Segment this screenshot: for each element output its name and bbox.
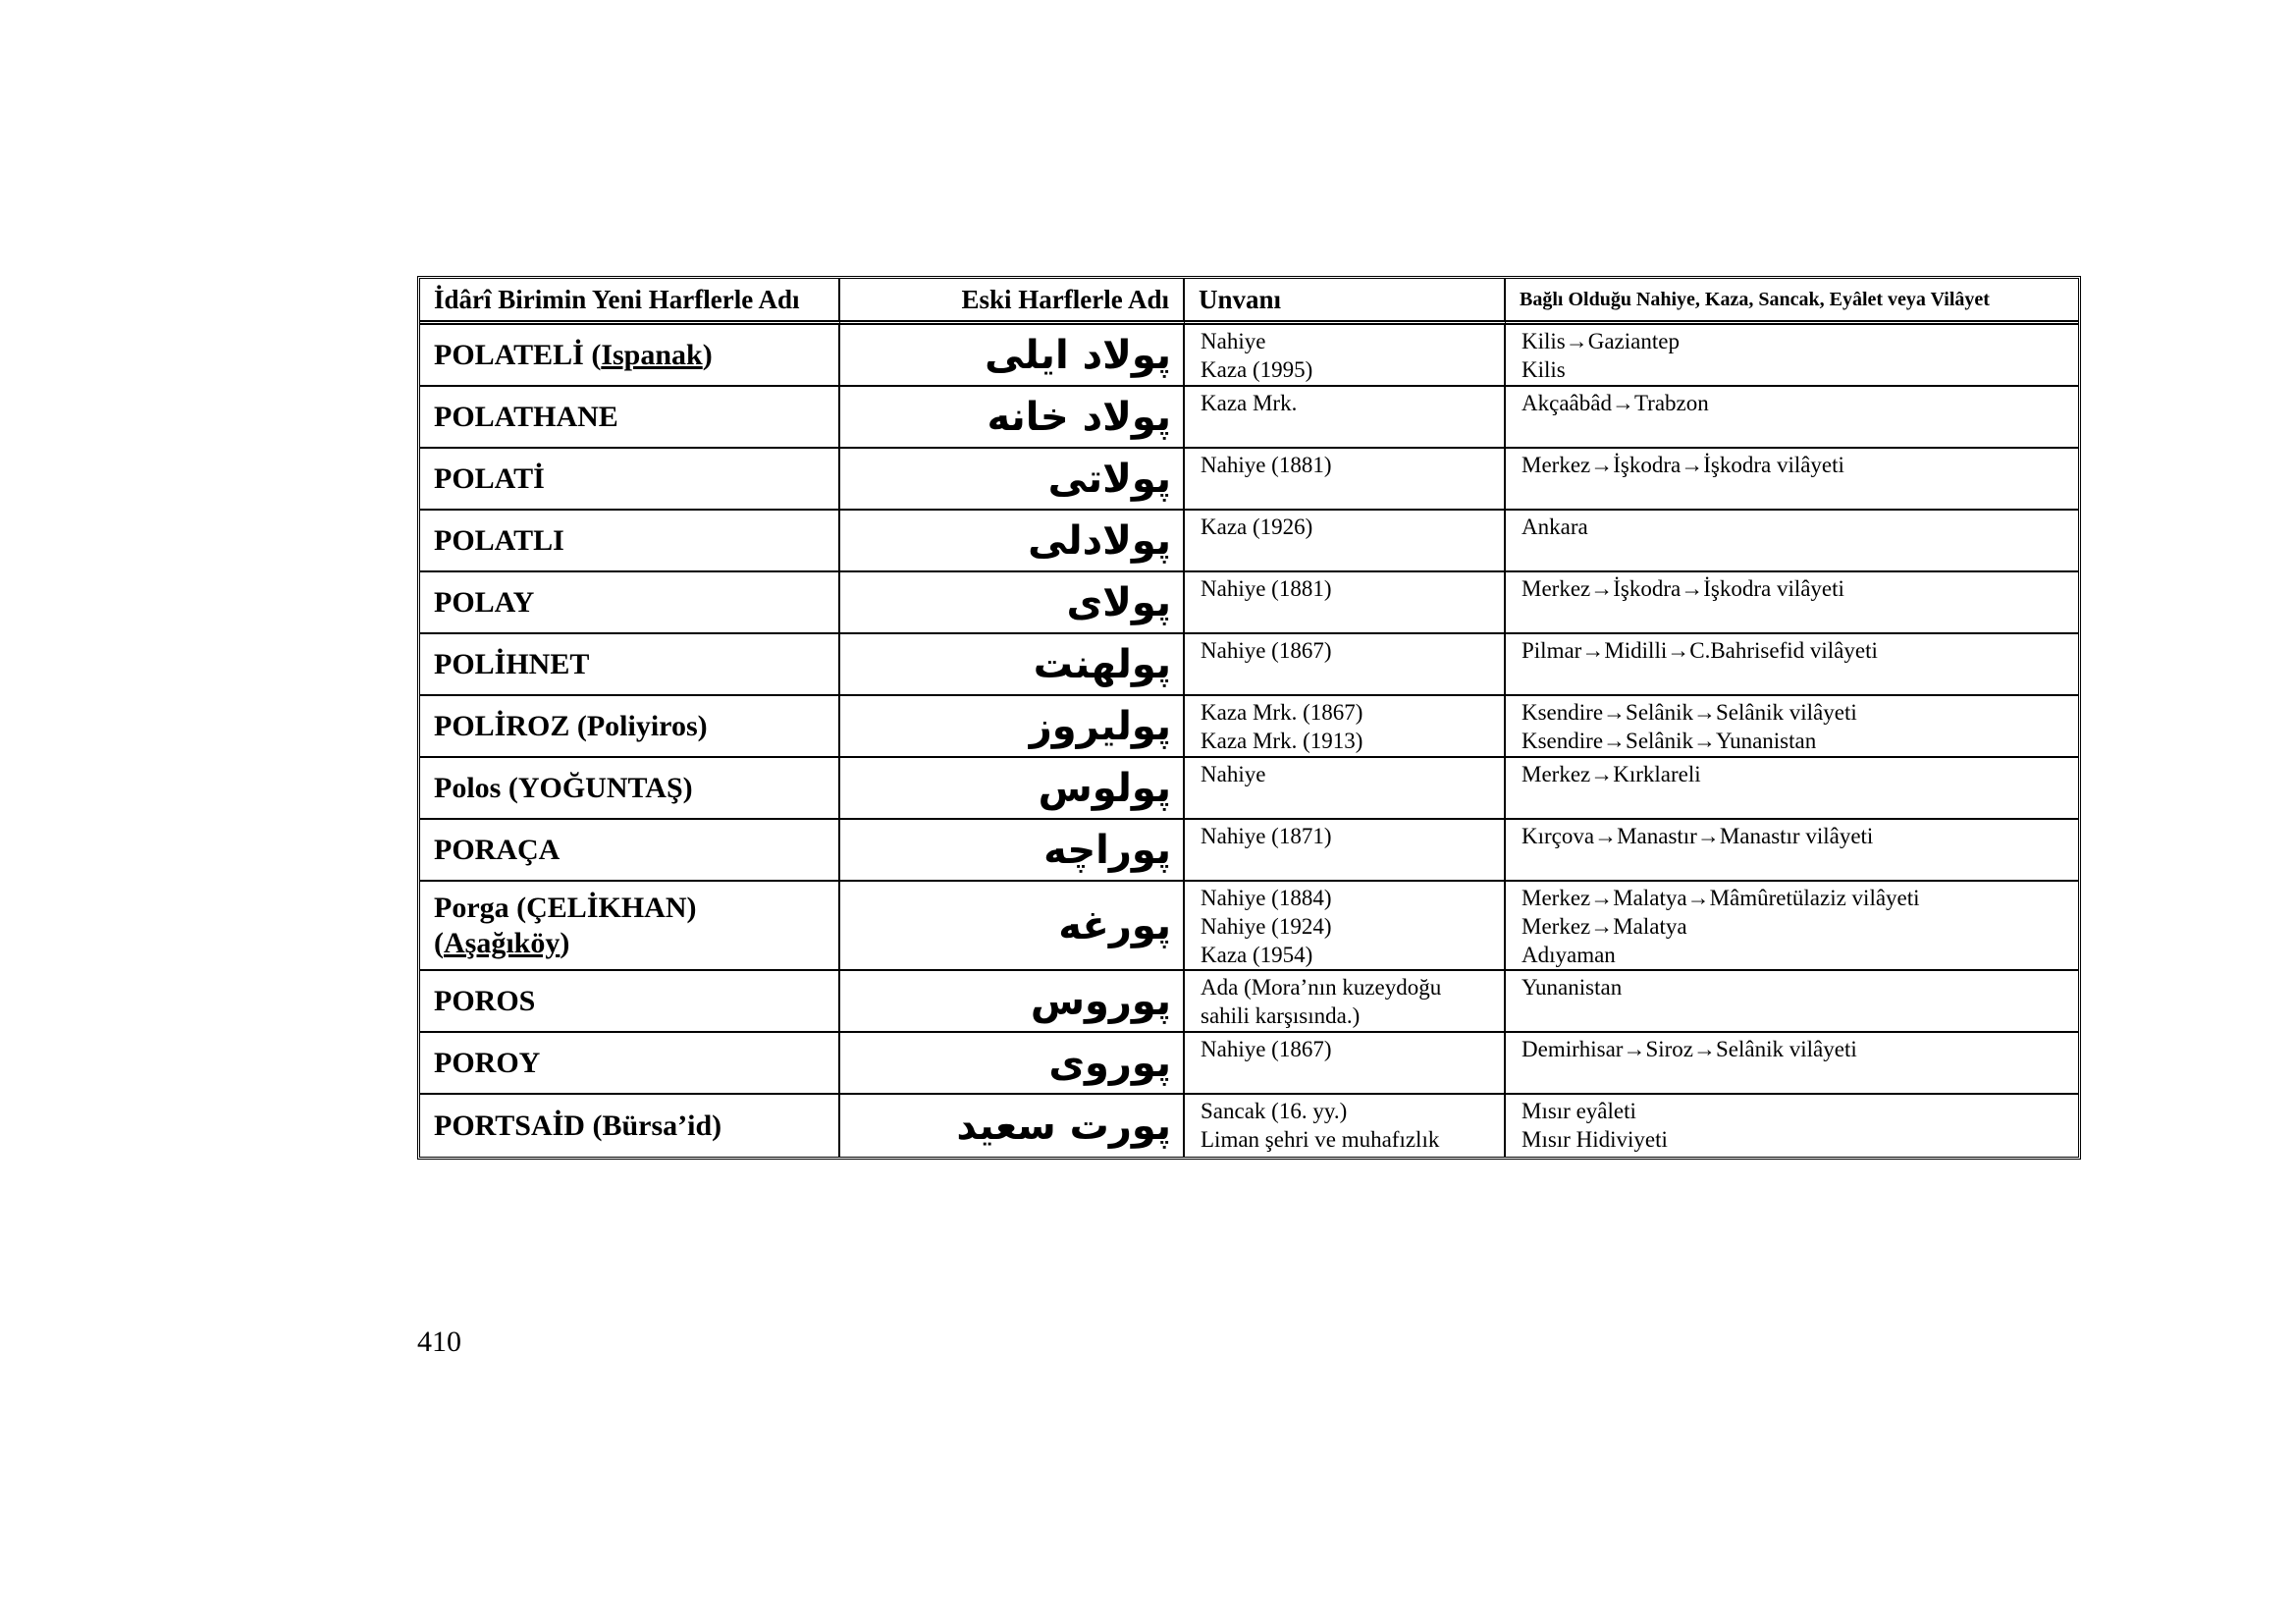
affiliation-line: Ankara xyxy=(1522,514,1588,539)
affiliation-line: Merkez→Malatya→Mâmûretülaziz vilâyeti xyxy=(1522,886,1920,910)
unit-name xyxy=(420,882,840,971)
header-title: Unvanı xyxy=(1185,279,1506,325)
title-line: Kaza Mrk. (1867) xyxy=(1201,700,1363,725)
unit-name: POLİROZ (Poliyiros) xyxy=(420,696,840,758)
unit-affiliation xyxy=(1506,1095,2078,1157)
table-row xyxy=(420,572,2078,634)
header-row xyxy=(420,279,2078,325)
title-line: Nahiye (1884) xyxy=(1201,886,1332,910)
affiliation-line: Kilis→Gaziantep xyxy=(1522,329,1680,353)
old-script-name: پوروی xyxy=(840,1033,1185,1095)
title-line: Kaza (1995) xyxy=(1201,357,1313,382)
title-line: Nahiye xyxy=(1201,329,1266,353)
title-line: Kaza (1954) xyxy=(1201,943,1313,967)
header-affiliation: Bağlı Olduğu Nahiye, Kaza, Sancak, Eyâlet veya Vilâyet xyxy=(1506,279,2078,325)
affiliation-line: Kilis xyxy=(1522,357,1566,382)
unit-affiliation xyxy=(1506,696,2078,758)
title-line: Nahiye (1881) xyxy=(1201,576,1332,601)
unit-title xyxy=(1185,511,1506,572)
unit-affiliation xyxy=(1506,387,2078,449)
table-row xyxy=(420,325,2078,387)
title-line: Kaza (1926) xyxy=(1201,514,1313,539)
table-row xyxy=(420,511,2078,572)
affiliation-line: Mısır eyâleti xyxy=(1522,1099,1636,1123)
title-line: Kaza Mrk. xyxy=(1201,391,1298,415)
gazetteer-table xyxy=(417,276,2081,1160)
unit-title xyxy=(1185,820,1506,882)
unit-affiliation xyxy=(1506,325,2078,387)
unit-title xyxy=(1185,1095,1506,1157)
table-row xyxy=(420,758,2078,820)
affiliation-line: Merkez→Kırklareli xyxy=(1522,762,1701,786)
title-line: Nahiye (1867) xyxy=(1201,638,1332,663)
unit-affiliation xyxy=(1506,971,2078,1033)
unit-name: Polos (YOĞUNTAŞ) xyxy=(420,758,840,820)
old-script-name: پوليروز xyxy=(840,696,1185,758)
unit-name-part: POLATELİ ( xyxy=(434,338,602,371)
affiliation-line: Kırçova→Manastır→Manastır vilâyeti xyxy=(1522,824,1874,848)
title-line: Nahiye xyxy=(1201,762,1266,786)
title-line: Nahiye (1924) xyxy=(1201,914,1332,939)
title-line: Kaza Mrk. (1913) xyxy=(1201,729,1363,753)
table-row xyxy=(420,971,2078,1033)
title-line: Nahiye (1881) xyxy=(1201,453,1332,477)
old-script-name: پولهنت xyxy=(840,634,1185,696)
table-row xyxy=(420,1033,2078,1095)
title-line: sahili karşısında.) xyxy=(1201,1003,1361,1028)
unit-alt-name: Aşağıköy xyxy=(444,926,561,959)
header-new-name: İdârî Birimin Yeni Harflerle Adı xyxy=(420,279,840,325)
old-script-name: پوروس xyxy=(840,971,1185,1033)
unit-name: PORTSAİD (Bürsa’id) xyxy=(420,1095,840,1157)
old-script-name: پولادلی xyxy=(840,511,1185,572)
unit-title xyxy=(1185,449,1506,511)
unit-affiliation xyxy=(1506,449,2078,511)
affiliation-line: Ksendire→Selânik→Selânik vilâyeti xyxy=(1522,700,1857,725)
unit-title xyxy=(1185,387,1506,449)
unit-name: POLATLI xyxy=(420,511,840,572)
old-script-name: پوراچه xyxy=(840,820,1185,882)
unit-name: POLATİ xyxy=(420,449,840,511)
table-row xyxy=(420,449,2078,511)
unit-title xyxy=(1185,758,1506,820)
unit-title xyxy=(1185,882,1506,971)
affiliation-line: Merkez→İşkodra→İşkodra vilâyeti xyxy=(1522,576,1844,601)
unit-name-part: Porga (ÇELİKHAN) xyxy=(434,891,697,924)
unit-name-part: ( xyxy=(434,926,444,959)
affiliation-line: Yunanistan xyxy=(1522,975,1623,1000)
unit-affiliation xyxy=(1506,634,2078,696)
table-body xyxy=(420,325,2078,1157)
affiliation-line: Ksendire→Selânik→Yunanistan xyxy=(1522,729,1817,753)
unit-affiliation xyxy=(1506,1033,2078,1095)
unit-name-part: ) xyxy=(560,926,570,959)
unit-title xyxy=(1185,696,1506,758)
unit-title xyxy=(1185,971,1506,1033)
table-row xyxy=(420,634,2078,696)
old-script-name: پولوس xyxy=(840,758,1185,820)
unit-title xyxy=(1185,325,1506,387)
affiliation-line: Merkez→Malatya xyxy=(1522,914,1687,939)
old-script-name: پولاد ایلی xyxy=(840,325,1185,387)
title-line: Ada (Mora’nın kuzeydoğu xyxy=(1201,975,1442,1000)
unit-affiliation xyxy=(1506,511,2078,572)
old-script-name: پولاتی xyxy=(840,449,1185,511)
table-row xyxy=(420,820,2078,882)
affiliation-line: Demirhisar→Siroz→Selânik vilâyeti xyxy=(1522,1037,1857,1061)
affiliation-line: Pilmar→Midilli→C.Bahrisefid vilâyeti xyxy=(1522,638,1878,663)
unit-name: POROS xyxy=(420,971,840,1033)
affiliation-line: Mısır Hidiviyeti xyxy=(1522,1127,1668,1152)
title-line: Sancak (16. yy.) xyxy=(1201,1099,1348,1123)
title-line: Nahiye (1871) xyxy=(1201,824,1332,848)
unit-alt-name: Ispanak xyxy=(601,338,703,371)
unit-title xyxy=(1185,1033,1506,1095)
old-script-name: پولای xyxy=(840,572,1185,634)
old-script-name: پورغه xyxy=(840,882,1185,971)
old-script-name: پورت سعيد xyxy=(840,1095,1185,1157)
table-row xyxy=(420,696,2078,758)
old-script-name: پولاد خانه xyxy=(840,387,1185,449)
table-row xyxy=(420,387,2078,449)
unit-affiliation xyxy=(1506,758,2078,820)
unit-name: PORAÇA xyxy=(420,820,840,882)
unit-name: POLİHNET xyxy=(420,634,840,696)
unit-title xyxy=(1185,572,1506,634)
table-row xyxy=(420,1095,2078,1157)
title-line: Nahiye (1867) xyxy=(1201,1037,1332,1061)
affiliation-line: Adıyaman xyxy=(1522,943,1616,967)
unit-name: POLATHANE xyxy=(420,387,840,449)
table-row xyxy=(420,882,2078,971)
header-old-name: Eski Harflerle Adı xyxy=(840,279,1185,325)
unit-affiliation xyxy=(1506,572,2078,634)
unit-name-part: ) xyxy=(702,338,713,371)
table-header xyxy=(420,279,2078,325)
affiliation-line: Akçaâbâd→Trabzon xyxy=(1522,391,1709,415)
page-number: 410 xyxy=(417,1326,461,1358)
affiliation-line: Merkez→İşkodra→İşkodra vilâyeti xyxy=(1522,453,1844,477)
unit-affiliation xyxy=(1506,882,2078,971)
unit-name xyxy=(420,325,840,387)
unit-title xyxy=(1185,634,1506,696)
unit-affiliation xyxy=(1506,820,2078,882)
unit-name: POLAY xyxy=(420,572,840,634)
unit-name: POROY xyxy=(420,1033,840,1095)
title-line: Liman şehri ve muhafızlık xyxy=(1201,1127,1440,1152)
